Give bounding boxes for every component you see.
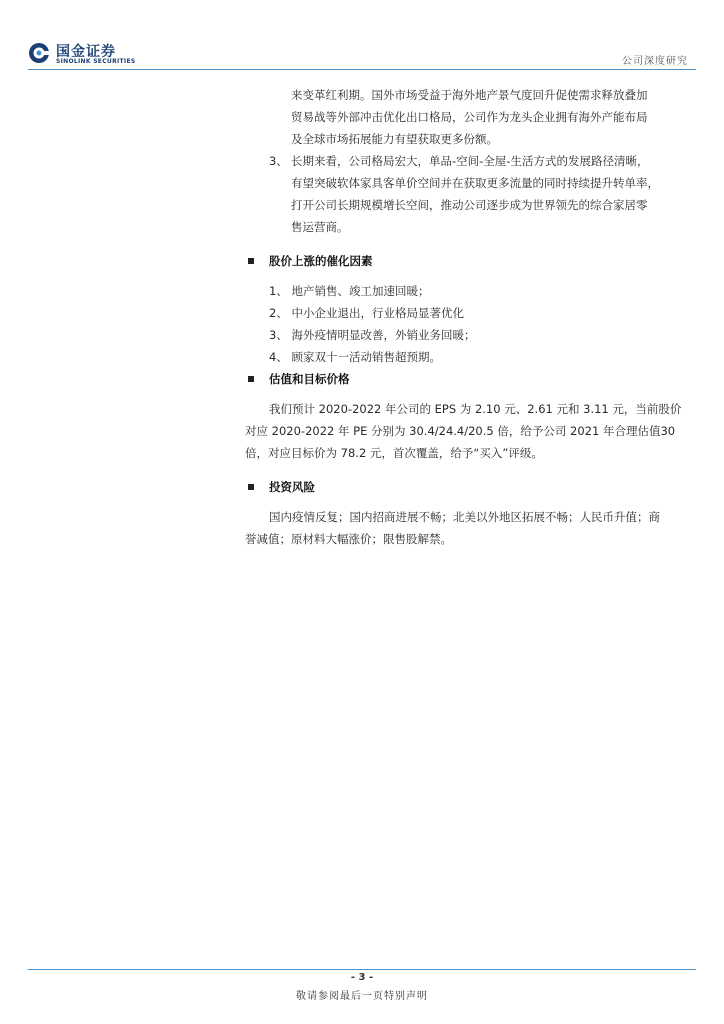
page-header — [28, 40, 696, 70]
text-line: 及全球市场拓展能力有望获取更多份额。 — [291, 132, 498, 146]
valuation-paragraph — [245, 398, 685, 464]
valuation-heading: 估值和目标价格 — [245, 368, 685, 390]
risks-heading: 投资风险 — [245, 476, 685, 498]
main-content — [245, 84, 685, 550]
footer-divider — [28, 969, 696, 970]
text-line: 长期来看，公司格局宏大，单品-空间-全屋-生活方式的发展路径清晰， — [291, 154, 649, 168]
list-item: 1、 地产销售、竣工加速回暖； — [269, 284, 430, 298]
list-item: 4、 顾家双十一活动销售超预期。 — [269, 350, 441, 364]
risks-paragraph — [245, 506, 685, 550]
list-item: 2、 中小企业退出，行业格局显著优化 — [269, 306, 464, 320]
text-line: 我们预计 2020-2022 年公司的 EPS 为 2.10 元、2.61 元和 3.11 元，当前股价 — [269, 402, 682, 416]
logo-english-text: SINOLINK SECURITIES — [56, 58, 136, 65]
square-bullet-icon — [248, 376, 254, 382]
square-bullet-icon — [248, 484, 254, 490]
text-line: 誉减值；原材料大幅涨价；限售股解禁。 — [245, 532, 452, 546]
sinolink-logo-icon — [28, 42, 50, 64]
page-number: - 3 - — [350, 972, 374, 983]
catalysts-heading: 股价上涨的催化因素 — [245, 250, 685, 272]
disclaimer-note: 敬请参阅最后一页特别声明 — [296, 991, 428, 1002]
text-line: 来变革红利期。国外市场受益于海外地产景气度回升促使需求释放叠加 — [291, 88, 648, 102]
point-number: 3、 — [269, 154, 288, 168]
square-bullet-icon — [248, 258, 254, 264]
text-line: 倍，对应目标价为 78.2 元，首次覆盖，给予“买入”评级。 — [245, 446, 543, 460]
text-line: 有望突破软体家具客单价空间并在获取更多流量的同时持续提升转单率， — [291, 176, 659, 190]
text-line: 国内疫情反复；国内招商进展不畅；北美以外地区拓展不畅；人民币升值；商 — [269, 510, 660, 524]
text-line: 打开公司长期规模增长空间，推动公司逐步成为世界领先的综合家居零 — [291, 198, 648, 212]
continued-paragraph — [245, 84, 685, 150]
text-line: 售运营商。 — [291, 220, 349, 234]
list-item: 3、 海外疫情明显改善，外销业务回暖； — [269, 328, 476, 342]
header-divider — [28, 69, 696, 70]
text-line: 对应 2020-2022 年 PE 分别为 30.4/24.4/20.5 倍，给予公司 2021 年合理估值30 — [245, 424, 676, 438]
report-type-label: 公司深度研究 — [622, 56, 688, 67]
text-line: 贸易战等外部冲击优化出口格局，公司作为龙头企业拥有海外产能布局 — [291, 110, 648, 124]
logo-chinese-text: 国金证券 — [56, 44, 116, 60]
numbered-point-3 — [245, 150, 685, 238]
